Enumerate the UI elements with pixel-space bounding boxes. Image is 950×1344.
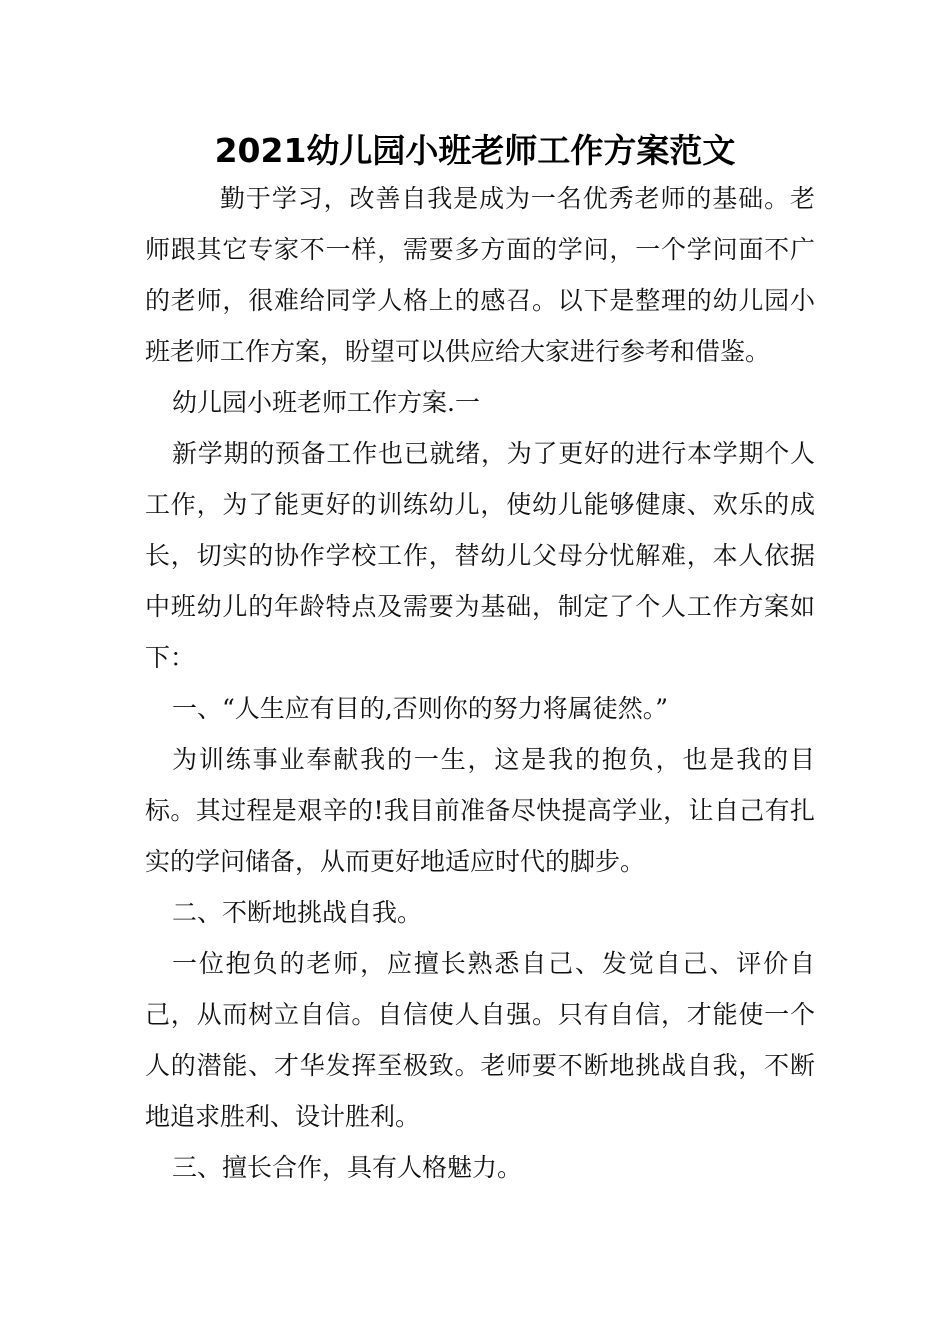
section-paragraph-2: 一位抱负的老师，应擅长熟悉自己、发觉自己、评价自己，从而树立自信。自信使人自强。只有自信，才能使一个人的潜能、才华发挥至极致。老师要不断地挑战自我，不断地追求胜利、设计胜利。 [145, 949, 815, 1131]
document-title: 2021幼儿园小班老师工作方案范文 [214, 131, 736, 170]
section-paragraph-1: 为训练事业奉献我的一生，这是我的抱负，也是我的目标。其过程是艰辛的!我目前准备尽快提高学业，让自己有扎实的学问储备，从而更好地适应时代的脚步。 [145, 745, 815, 876]
plan-intro-paragraph: 新学期的预备工作也已就绪，为了更好的进行本学期个人工作，为了能更好的训练幼儿，使幼儿能够健康、欢乐的成长，切实的协作学校工作，替幼儿父母分忧解难，本人依据中班幼儿的年龄特点及需要为基础，制定了个人工作方案如下： [145, 439, 815, 672]
plan-heading: 幼儿园小班老师工作方案.一 [172, 388, 480, 417]
section-heading-1: 一、“人生应有目的,否则你的努力将属徒然。” [172, 694, 669, 723]
document-body [145, 173, 815, 1193]
section-heading-3: 三、擅长合作，具有人格魅力。 [172, 1153, 523, 1182]
section-heading-2: 二、不断地挑战自我。 [172, 898, 423, 927]
intro-paragraph: 勤于学习，改善自我是成为一名优秀老师的基础。老师跟其它专家不一样，需要多方面的学问，一个学问面不广的老师，很难给同学人格上的感召。以下是整理的幼儿园小班老师工作方案，盼望可以供应给大家进行参考和借鉴。 [145, 184, 815, 366]
